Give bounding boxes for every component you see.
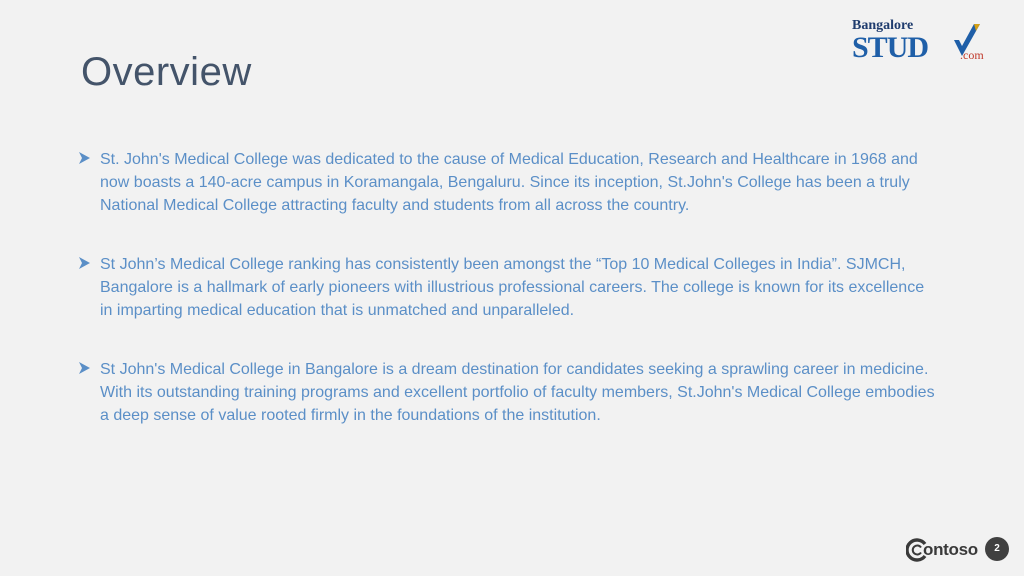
bullet-text: St John's Medical College in Bangalore is a dream destination for candidates seeking a sprawling career in medicine. With its outstanding training programs and excellent portfolio of faculty members, St.John's Medical College embodies a deep sense of value rooted firmly in the foundations of the institution. [100, 361, 935, 424]
bullet-list [79, 148, 939, 463]
arrow-bullet-icon [79, 257, 90, 269]
bullet-text: St John’s Medical College ranking has consistently been amongst the “Top 10 Medical Colleges in India”. SJMCH, Bangalore is a hallmark of early pioneers with illustrious professional careers. The college is known for its excellence in imparting medical education that is unmatched and unparalleled. [100, 256, 925, 319]
page-number-badge: 2 [985, 537, 1009, 561]
slide-title: Overview [81, 50, 252, 94]
logo-suffix-text: .com [960, 48, 984, 62]
list-item [79, 253, 939, 322]
list-item [79, 148, 939, 217]
arrow-bullet-icon [79, 152, 90, 164]
logo-main-text: STUD [852, 31, 929, 64]
bullet-text: St. John's Medical College was dedicated to the cause of Medical Education, Research and Healthcare in 1968 and now boasts a 140-acre campus in Koramangala, Bengaluru. Since its inception, St.John's College has been a truly National Medical College attracting faculty and students from all across the country. [100, 151, 918, 214]
list-item [79, 358, 939, 427]
contoso-text: ontoso [923, 540, 978, 559]
contoso-logo [906, 536, 978, 564]
logo-top-text: Bangalore [852, 18, 914, 33]
arrow-bullet-icon [79, 362, 90, 374]
bangalore-study-logo [852, 18, 992, 68]
